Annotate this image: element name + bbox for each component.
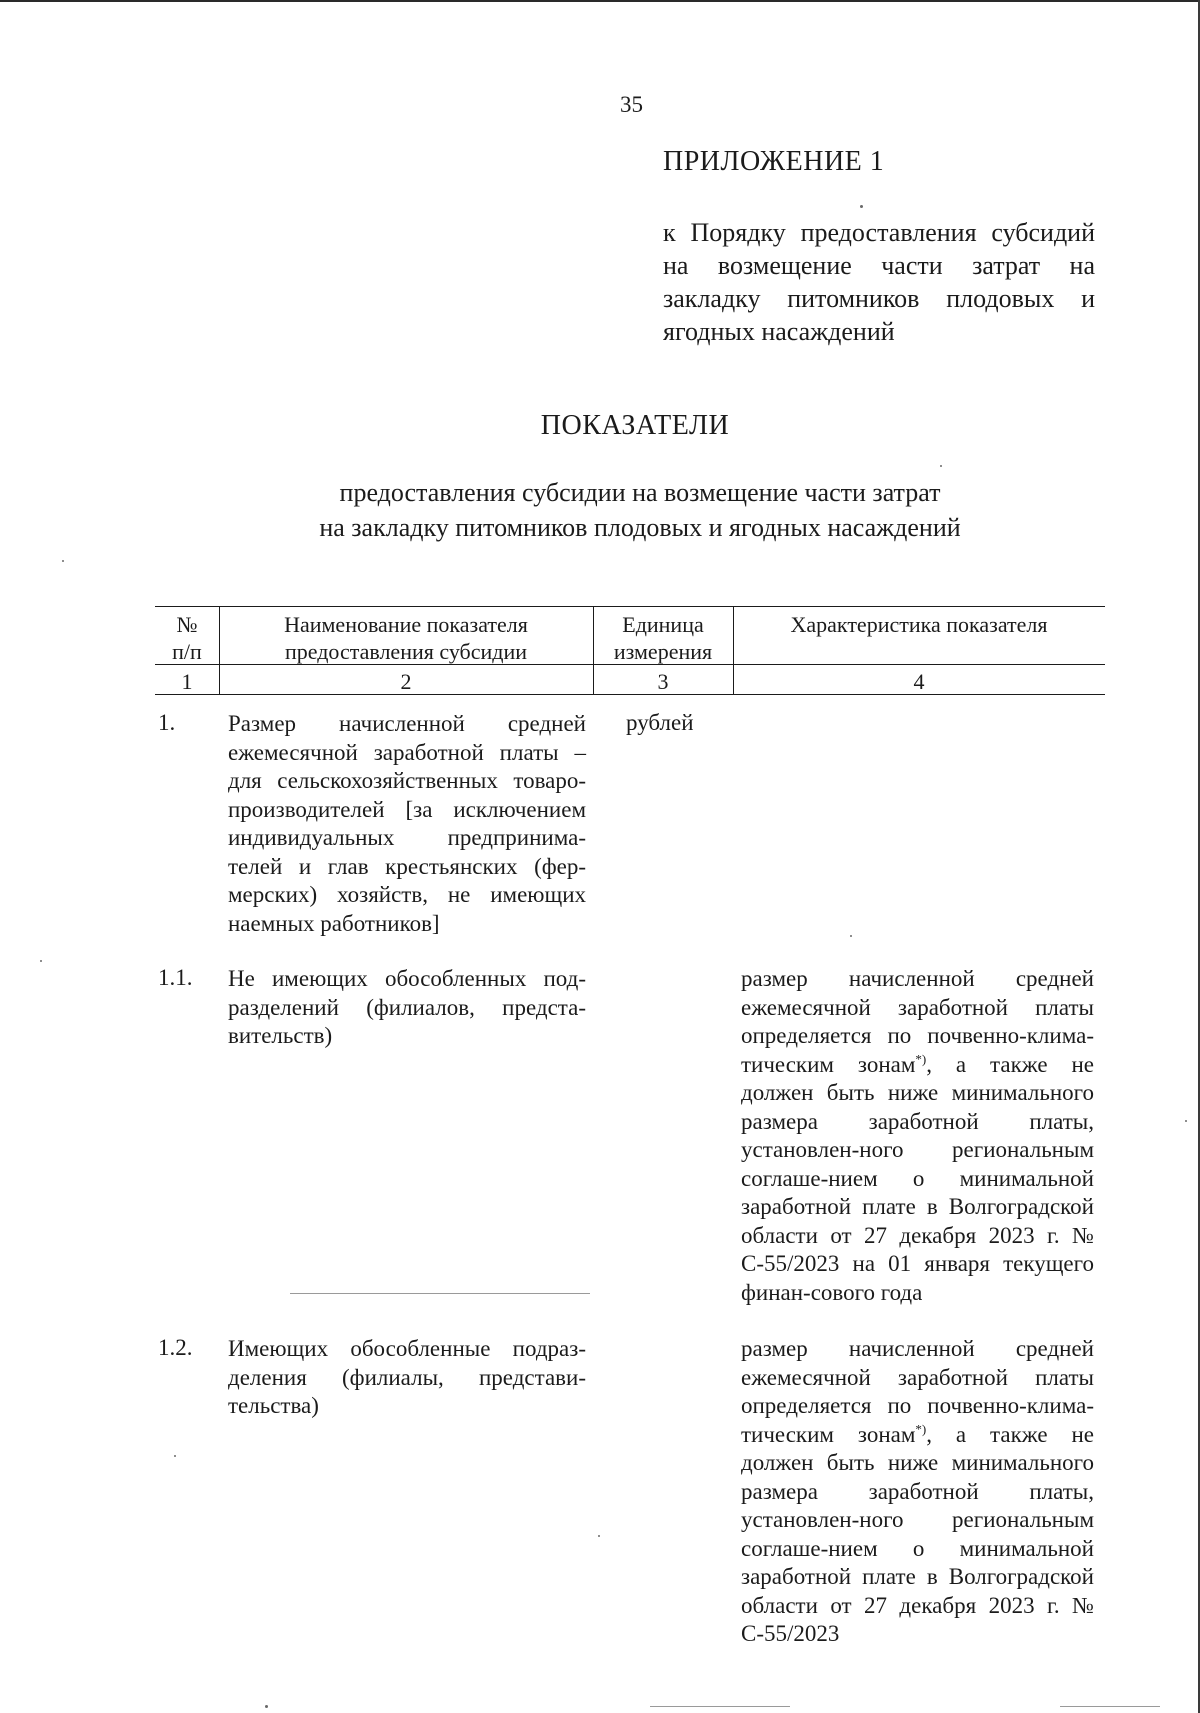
header-number-line-2: п/п bbox=[172, 639, 202, 664]
appendix-title: ПРИЛОЖЕНИЕ 1 bbox=[663, 146, 885, 177]
column-number-2: 2 bbox=[400, 669, 412, 694]
row-unit: рублей bbox=[626, 710, 694, 735]
footnote-marker: *) bbox=[915, 1420, 927, 1436]
page-number: 35 bbox=[620, 92, 643, 117]
scan-speck bbox=[174, 1455, 176, 1457]
scan-speck bbox=[62, 560, 64, 562]
scan-speck bbox=[40, 960, 42, 962]
header-indicator-name bbox=[219, 611, 593, 665]
header-unit bbox=[593, 611, 733, 665]
subtitle-line-2: на закладку питомников плодовых и ягодных насаждений bbox=[319, 513, 961, 542]
scan-speck bbox=[850, 935, 852, 937]
scan-speck bbox=[940, 465, 942, 467]
footnote-marker: *) bbox=[915, 1050, 927, 1066]
header-unit-line-1: Единица bbox=[622, 612, 704, 637]
row-indicator-name: Не имеющих обособленных под-разделений (филиалов, предста-вительств) bbox=[228, 966, 586, 1048]
column-number-3: 3 bbox=[657, 669, 669, 694]
characteristic-text-start: размер начисленной средней ежемесячной заработной платы определяется по почвенно-клима-тическим зонам bbox=[741, 966, 1094, 1077]
scan-artifact-line bbox=[1060, 1706, 1160, 1707]
row-characteristic bbox=[741, 1335, 1094, 1649]
characteristic-text-end: , а также не должен быть ниже минимального размера заработной платы, установлен-ного региональным соглаше-нием о минимальной заработной плате в Волгоградской области от 27 декабря 2023 г. № С-55/2023 bbox=[741, 1421, 1094, 1646]
table-rule-top bbox=[155, 606, 1105, 607]
characteristic-text-end: , а также не должен быть ниже минимального размера заработной платы, установлен-ного региональным соглаше-нием о минимальной заработной плате в Волгоградской области от 27 декабря 2023 г. № С-55/2023 на 01 января текущего финан-сового года bbox=[741, 1051, 1094, 1305]
document-subtitle bbox=[270, 475, 1010, 545]
scan-artifact-line bbox=[290, 1293, 590, 1294]
header-number-line-1: № bbox=[176, 612, 198, 637]
header-number bbox=[155, 611, 219, 665]
appendix-reference: к Порядку предоставления субсидий на возмещение части затрат на закладку питомников плодовых и ягодных насаждений bbox=[663, 218, 1095, 346]
column-number-1: 1 bbox=[181, 669, 193, 694]
row-number: 1.1. bbox=[158, 965, 193, 990]
scan-speck bbox=[265, 1705, 268, 1708]
row-characteristic bbox=[741, 965, 1094, 1307]
scan-speck bbox=[1185, 1120, 1187, 1122]
document-title: ПОКАЗАТЕЛИ bbox=[540, 410, 730, 441]
subtitle-line-1: предоставления субсидии на возмещение части затрат bbox=[339, 478, 941, 507]
header-unit-line-2: измерения bbox=[613, 639, 713, 664]
row-number: 1. bbox=[158, 710, 176, 735]
row-number: 1.2. bbox=[158, 1335, 193, 1360]
scan-artifact-line bbox=[650, 1706, 790, 1707]
row-indicator-name: Имеющих обособленные подраз-деления (филиалы, представи-тельства) bbox=[228, 1336, 586, 1418]
scan-edge-top bbox=[0, 0, 1200, 2]
scan-speck bbox=[860, 205, 863, 208]
header-indicator-name-line-1: Наименование показателя bbox=[284, 612, 528, 637]
characteristic-text-start: размер начисленной средней ежемесячной заработной платы определяется по почвенно-клима-тическим зонам bbox=[741, 1336, 1094, 1447]
header-indicator-name-line-2: предоставления субсидии bbox=[284, 639, 528, 664]
header-characteristic: Характеристика показателя bbox=[790, 612, 1048, 637]
column-number-4: 4 bbox=[913, 669, 925, 694]
scan-speck bbox=[598, 1535, 600, 1537]
row-indicator-name: Размер начисленной средней ежемесячной заработной платы – для сельскохозяйственных товаро-производителей [за исключением индивидуальных предпринима-телей и глав крестьянских (фер-мерских) хозяйств, не имеющих наемных работников] bbox=[228, 711, 586, 936]
